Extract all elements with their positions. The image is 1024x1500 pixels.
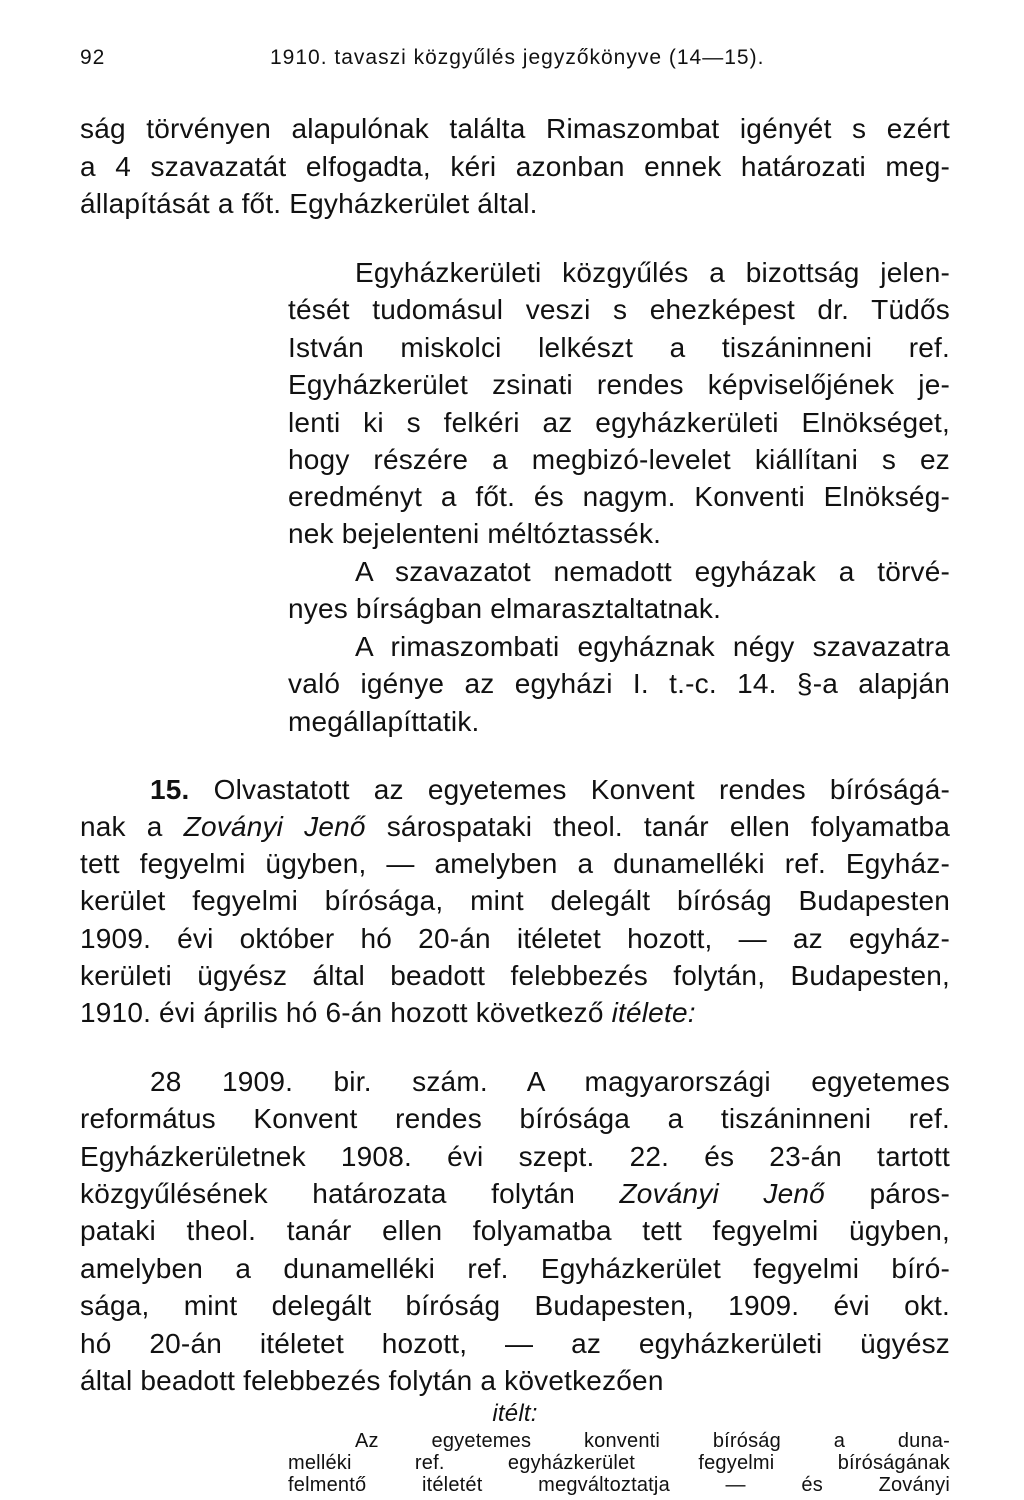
section-15-last-line (80, 996, 950, 1030)
text-line: 28 1909. bir. szám. A magyarországi egyetemes (150, 1066, 950, 1097)
text-line: kerületi ügyész által beadott felebbezés folytán, Budapesten, (80, 960, 950, 991)
text-line: pataki theol. tanár ellen folyamatba tett fegyelmi ügyben, (80, 1215, 950, 1246)
text-line: hogy részére a megbizó-levelet kiállítani s ez (288, 444, 950, 475)
person-name: Zoványi Jenő (619, 1178, 825, 1209)
text-line: Egyházkerületi közgyűlés a bizottság jelen- (355, 257, 950, 288)
text-line: A szavazatot nemadott egyházak a törvé- (355, 556, 950, 587)
text-fragment: nak a (80, 811, 163, 842)
text-line: sárospataki theol. tanár ellen folyamatba (386, 811, 950, 842)
text-line: Olvastatott az egyetemes Konvent rendes bíróságá- (213, 774, 950, 805)
text-line: amelyben a dunamelléki ref. Egyházkerület fegyelmi bíró- (80, 1253, 950, 1284)
person-name: Zoványi Jenő (183, 811, 366, 842)
text-line: tett fegyelmi ügyben, — amelyben a dunamelléki ref. Egyház- (80, 848, 950, 879)
text-line: való igénye az egyházi I. t.-c. 14. §-a alapján (288, 668, 950, 699)
text-line: melléki ref. egyházkerület fegyelmi bíróságának (288, 1452, 950, 1474)
verdict-line-4 (80, 1177, 950, 1211)
text-line: közgyűlésének határozata folytán (80, 1178, 576, 1209)
text-line: eredményt a főt. és nagym. Konventi Elnökség- (288, 481, 950, 512)
text-line: nek bejelenteni méltóztassék. (288, 518, 662, 549)
text-line: hó 20-án itéletet hozott, — az egyházkerületi ügyész (80, 1328, 950, 1359)
text-line: István miskolci lelkészt a tiszáninneni ref. (288, 332, 950, 363)
text-line: református Konvent rendes bírósága a tiszáninneni ref. (80, 1103, 950, 1134)
text-line: páros- (869, 1178, 951, 1209)
running-title: 1910. tavaszi közgyűlés jegyzőkönyve (14—15). (270, 46, 765, 69)
text-line: 1909. évi október hó 20-án itéletet hozott, — az egyház- (80, 923, 950, 954)
text-line: tését tudomásul veszi s ehezképest dr. Tüdős (288, 294, 950, 325)
text-line: Az egyetemes konventi bíróság a duna- (355, 1430, 950, 1452)
section-15-line-2 (80, 810, 950, 844)
text-line: lenti ki s felkéri az egyházkerületi Elnökséget, (288, 407, 950, 438)
text-line: felmentő itéletét megváltoztatja — és Zoványi (288, 1474, 950, 1496)
page-number: 92 (80, 46, 106, 69)
section-15-first-line (150, 773, 950, 807)
verdict-word: itélete: (611, 997, 696, 1028)
text-line: a 4 szavazatát elfogadta, kéri azonban ennek határozati meg- (80, 151, 950, 182)
text-line: Egyházkerületnek 1908. évi szept. 22. és 23-án tartott (80, 1141, 950, 1172)
text-line: állapítását a főt. Egyházkerület által. (80, 188, 538, 219)
text-line: kerület fegyelmi bírósága, mint delegált bíróság Budapesten (80, 885, 950, 916)
text-line: megállapíttatik. (288, 706, 480, 737)
text-line: 1910. évi április hó 6-án hozott következő (80, 997, 604, 1028)
text-line: ság törvényen alapulónak találta Rimaszombat igényét s ezért (80, 113, 950, 144)
text-line: sága, mint delegált bíróság Budapesten, 1909. évi okt. (80, 1290, 950, 1321)
page-header (80, 46, 950, 76)
text-line: Egyházkerület zsinati rendes képviselőjének je- (288, 369, 950, 400)
itelt-heading: itélt: (492, 1400, 538, 1427)
text-line: nyes bírságban elmarasztaltatnak. (288, 593, 722, 624)
text-line: által beadott felebbezés folytán a következően (80, 1365, 664, 1396)
section-number: 15. (150, 774, 190, 805)
text-line: A rimaszombati egyháznak négy szavazatra (355, 631, 950, 662)
